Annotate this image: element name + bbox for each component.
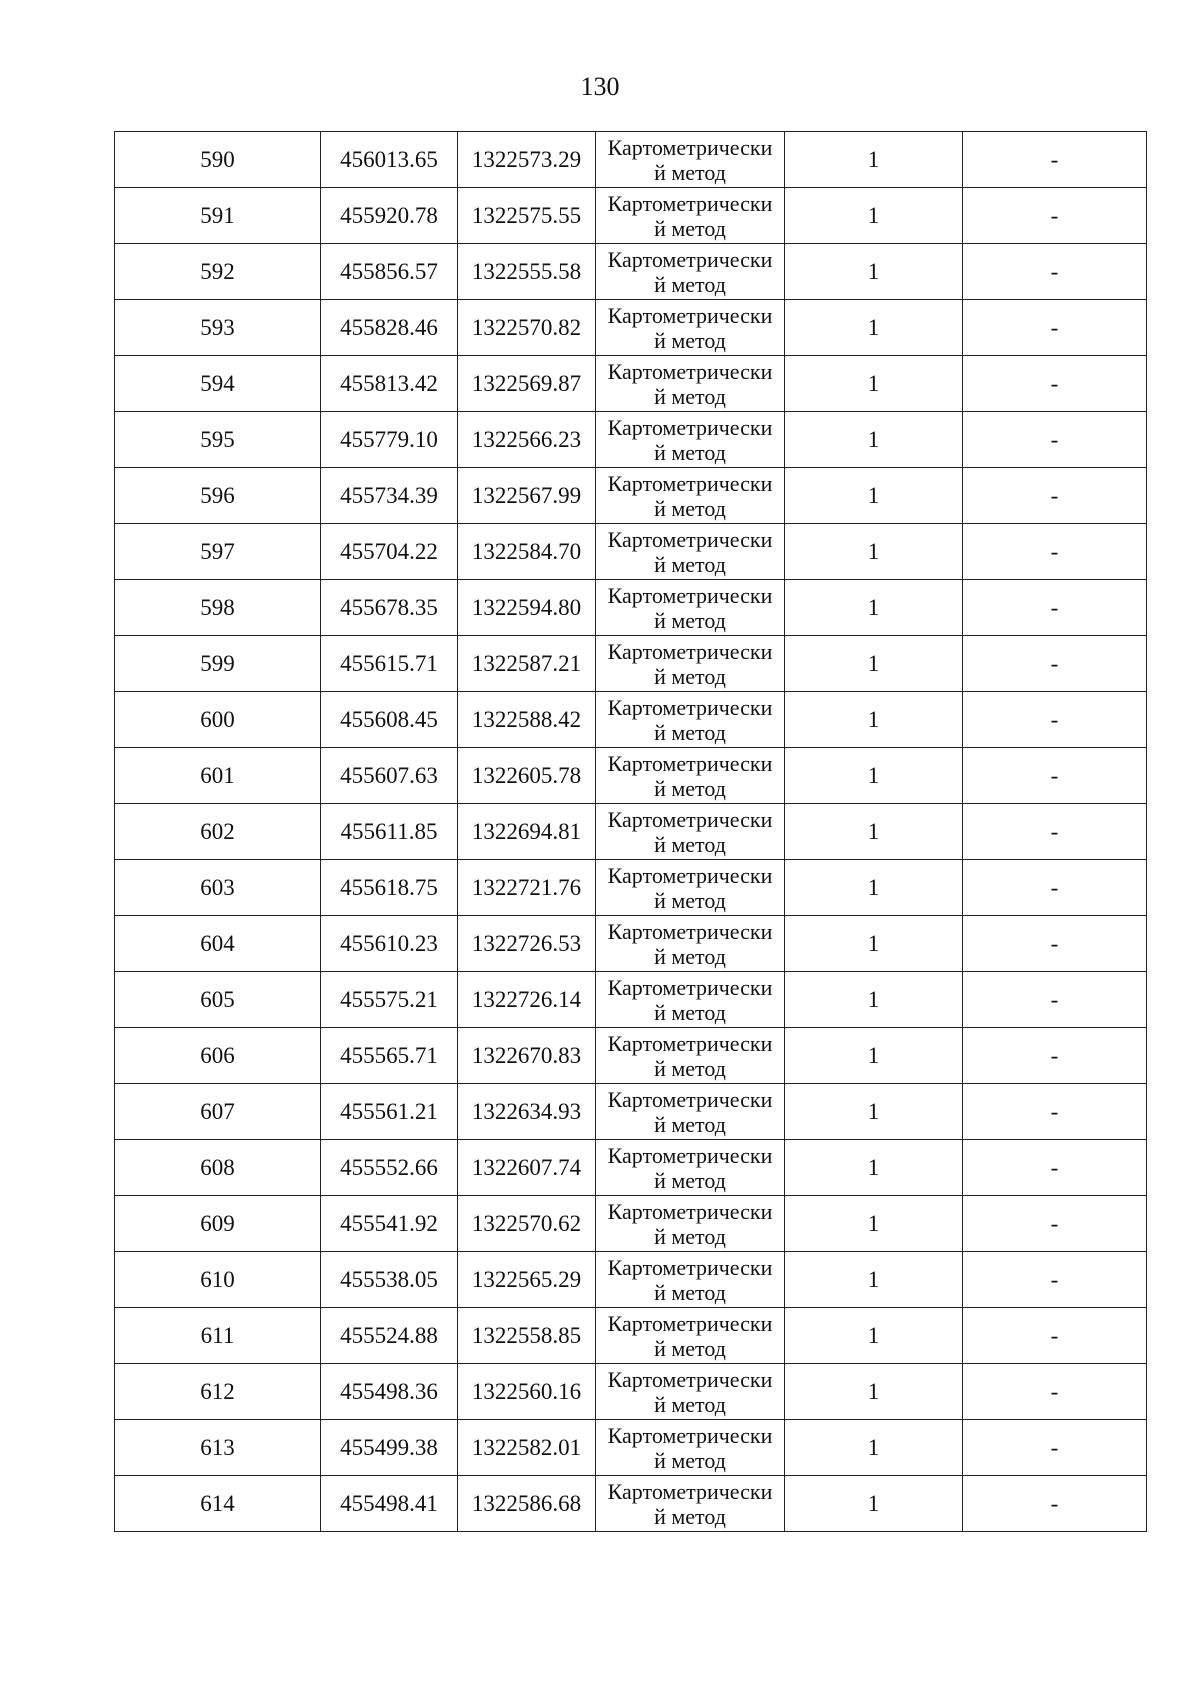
y-coordinate-cell: 1322566.23 <box>458 412 596 468</box>
method-cell <box>596 356 785 412</box>
method-line-2: й метод <box>654 1391 726 1417</box>
method-cell <box>596 1196 785 1252</box>
table-row <box>115 412 1147 468</box>
y-coordinate-cell: 1322588.42 <box>458 692 596 748</box>
x-coordinate-cell: 455678.35 <box>321 580 458 636</box>
accuracy-cell: 1 <box>785 132 963 188</box>
method-line-2: й метод <box>654 439 726 465</box>
method-cell <box>596 1420 785 1476</box>
table-row <box>115 300 1147 356</box>
table-body <box>115 132 1147 1532</box>
y-coordinate-cell: 1322582.01 <box>458 1420 596 1476</box>
note-cell: - <box>963 1196 1147 1252</box>
method-cell <box>596 1028 785 1084</box>
x-coordinate-cell: 455565.71 <box>321 1028 458 1084</box>
note-cell: - <box>963 132 1147 188</box>
x-coordinate-cell: 455541.92 <box>321 1196 458 1252</box>
x-coordinate-cell: 456013.65 <box>321 132 458 188</box>
method-line-2: й метод <box>654 1279 726 1305</box>
accuracy-cell: 1 <box>785 692 963 748</box>
note-cell: - <box>963 1308 1147 1364</box>
y-coordinate-cell: 1322570.62 <box>458 1196 596 1252</box>
x-coordinate-cell: 455734.39 <box>321 468 458 524</box>
accuracy-cell: 1 <box>785 1196 963 1252</box>
x-coordinate-cell: 455618.75 <box>321 860 458 916</box>
method-cell <box>596 636 785 692</box>
note-cell: - <box>963 1252 1147 1308</box>
accuracy-cell: 1 <box>785 188 963 244</box>
method-line-2: й метод <box>654 719 726 745</box>
method-line-1: Картометрически <box>607 918 773 944</box>
y-coordinate-cell: 1322605.78 <box>458 748 596 804</box>
method-cell <box>596 916 785 972</box>
y-coordinate-cell: 1322565.29 <box>458 1252 596 1308</box>
x-coordinate-cell: 455608.45 <box>321 692 458 748</box>
method-line-2: й метод <box>654 271 726 297</box>
method-line-1: Картометрически <box>607 526 773 552</box>
method-cell <box>596 580 785 636</box>
point-number-cell: 595 <box>115 412 321 468</box>
table-row <box>115 188 1147 244</box>
x-coordinate-cell: 455499.38 <box>321 1420 458 1476</box>
method-cell <box>596 188 785 244</box>
method-line-2: й метод <box>654 1503 726 1529</box>
x-coordinate-cell: 455610.23 <box>321 916 458 972</box>
method-line-2: й метод <box>654 831 726 857</box>
y-coordinate-cell: 1322569.87 <box>458 356 596 412</box>
method-line-1: Картометрически <box>607 1254 773 1280</box>
method-line-2: й метод <box>654 495 726 521</box>
table-row <box>115 1364 1147 1420</box>
method-line-2: й метод <box>654 607 726 633</box>
x-coordinate-cell: 455607.63 <box>321 748 458 804</box>
method-cell <box>596 412 785 468</box>
coordinates-table <box>114 131 1147 1532</box>
accuracy-cell: 1 <box>785 300 963 356</box>
accuracy-cell: 1 <box>785 1252 963 1308</box>
x-coordinate-cell: 455524.88 <box>321 1308 458 1364</box>
method-cell <box>596 972 785 1028</box>
note-cell: - <box>963 1476 1147 1532</box>
point-number-cell: 591 <box>115 188 321 244</box>
method-line-1: Картометрически <box>607 302 773 328</box>
y-coordinate-cell: 1322670.83 <box>458 1028 596 1084</box>
accuracy-cell: 1 <box>785 356 963 412</box>
x-coordinate-cell: 455704.22 <box>321 524 458 580</box>
method-line-1: Картометрически <box>607 1422 773 1448</box>
method-line-2: й метод <box>654 327 726 353</box>
method-line-2: й метод <box>654 943 726 969</box>
method-line-2: й метод <box>654 159 726 185</box>
table-row <box>115 692 1147 748</box>
point-number-cell: 611 <box>115 1308 321 1364</box>
table-row <box>115 1028 1147 1084</box>
accuracy-cell: 1 <box>785 972 963 1028</box>
point-number-cell: 602 <box>115 804 321 860</box>
table-row <box>115 1420 1147 1476</box>
method-line-1: Картометрически <box>607 750 773 776</box>
table-row <box>115 1252 1147 1308</box>
point-number-cell: 613 <box>115 1420 321 1476</box>
accuracy-cell: 1 <box>785 636 963 692</box>
method-cell <box>596 468 785 524</box>
point-number-cell: 594 <box>115 356 321 412</box>
point-number-cell: 600 <box>115 692 321 748</box>
note-cell: - <box>963 468 1147 524</box>
accuracy-cell: 1 <box>785 748 963 804</box>
x-coordinate-cell: 455575.21 <box>321 972 458 1028</box>
note-cell: - <box>963 916 1147 972</box>
note-cell: - <box>963 356 1147 412</box>
y-coordinate-cell: 1322560.16 <box>458 1364 596 1420</box>
point-number-cell: 599 <box>115 636 321 692</box>
note-cell: - <box>963 972 1147 1028</box>
table-row <box>115 1308 1147 1364</box>
method-line-1: Картометрически <box>607 1198 773 1224</box>
note-cell: - <box>963 1084 1147 1140</box>
point-number-cell: 598 <box>115 580 321 636</box>
point-number-cell: 604 <box>115 916 321 972</box>
method-line-2: й метод <box>654 1223 726 1249</box>
y-coordinate-cell: 1322726.53 <box>458 916 596 972</box>
note-cell: - <box>963 300 1147 356</box>
x-coordinate-cell: 455561.21 <box>321 1084 458 1140</box>
y-coordinate-cell: 1322584.70 <box>458 524 596 580</box>
point-number-cell: 592 <box>115 244 321 300</box>
accuracy-cell: 1 <box>785 860 963 916</box>
note-cell: - <box>963 1364 1147 1420</box>
accuracy-cell: 1 <box>785 1028 963 1084</box>
method-line-1: Картометрически <box>607 358 773 384</box>
method-cell <box>596 132 785 188</box>
x-coordinate-cell: 455552.66 <box>321 1140 458 1196</box>
method-cell <box>596 524 785 580</box>
y-coordinate-cell: 1322573.29 <box>458 132 596 188</box>
method-line-2: й метод <box>654 775 726 801</box>
y-coordinate-cell: 1322587.21 <box>458 636 596 692</box>
accuracy-cell: 1 <box>785 1140 963 1196</box>
x-coordinate-cell: 455813.42 <box>321 356 458 412</box>
point-number-cell: 597 <box>115 524 321 580</box>
method-cell <box>596 1308 785 1364</box>
note-cell: - <box>963 244 1147 300</box>
method-line-1: Картометрически <box>607 974 773 1000</box>
point-number-cell: 603 <box>115 860 321 916</box>
method-line-1: Картометрически <box>607 638 773 664</box>
point-number-cell: 596 <box>115 468 321 524</box>
method-line-2: й метод <box>654 1335 726 1361</box>
x-coordinate-cell: 455828.46 <box>321 300 458 356</box>
point-number-cell: 607 <box>115 1084 321 1140</box>
table-row <box>115 1476 1147 1532</box>
method-line-1: Картометрически <box>607 1366 773 1392</box>
table-row <box>115 804 1147 860</box>
method-line-1: Картометрически <box>607 862 773 888</box>
method-line-1: Картометрически <box>607 414 773 440</box>
method-line-1: Картометрически <box>607 1142 773 1168</box>
table-row <box>115 748 1147 804</box>
point-number-cell: 609 <box>115 1196 321 1252</box>
accuracy-cell: 1 <box>785 916 963 972</box>
x-coordinate-cell: 455498.36 <box>321 1364 458 1420</box>
point-number-cell: 601 <box>115 748 321 804</box>
note-cell: - <box>963 580 1147 636</box>
note-cell: - <box>963 188 1147 244</box>
method-line-1: Картометрически <box>607 806 773 832</box>
note-cell: - <box>963 1140 1147 1196</box>
accuracy-cell: 1 <box>785 1476 963 1532</box>
method-line-1: Картометрически <box>607 1030 773 1056</box>
method-line-2: й метод <box>654 551 726 577</box>
note-cell: - <box>963 804 1147 860</box>
x-coordinate-cell: 455856.57 <box>321 244 458 300</box>
y-coordinate-cell: 1322726.14 <box>458 972 596 1028</box>
x-coordinate-cell: 455538.05 <box>321 1252 458 1308</box>
method-line-1: Картометрически <box>607 582 773 608</box>
table-row <box>115 636 1147 692</box>
method-line-2: й метод <box>654 663 726 689</box>
x-coordinate-cell: 455498.41 <box>321 1476 458 1532</box>
point-number-cell: 614 <box>115 1476 321 1532</box>
method-line-1: Картометрически <box>607 694 773 720</box>
accuracy-cell: 1 <box>785 412 963 468</box>
table-row <box>115 860 1147 916</box>
method-cell <box>596 1252 785 1308</box>
table-row <box>115 356 1147 412</box>
x-coordinate-cell: 455920.78 <box>321 188 458 244</box>
method-line-1: Картометрически <box>607 1478 773 1504</box>
method-line-2: й метод <box>654 215 726 241</box>
method-line-1: Картометрически <box>607 470 773 496</box>
y-coordinate-cell: 1322721.76 <box>458 860 596 916</box>
method-cell <box>596 1140 785 1196</box>
method-cell <box>596 860 785 916</box>
method-line-2: й метод <box>654 1055 726 1081</box>
method-line-2: й метод <box>654 999 726 1025</box>
method-cell <box>596 300 785 356</box>
x-coordinate-cell: 455779.10 <box>321 412 458 468</box>
y-coordinate-cell: 1322567.99 <box>458 468 596 524</box>
note-cell: - <box>963 412 1147 468</box>
note-cell: - <box>963 860 1147 916</box>
method-line-2: й метод <box>654 1111 726 1137</box>
table-row <box>115 916 1147 972</box>
note-cell: - <box>963 692 1147 748</box>
point-number-cell: 610 <box>115 1252 321 1308</box>
method-line-2: й метод <box>654 1167 726 1193</box>
point-number-cell: 612 <box>115 1364 321 1420</box>
y-coordinate-cell: 1322594.80 <box>458 580 596 636</box>
table-row <box>115 1140 1147 1196</box>
table-row <box>115 468 1147 524</box>
method-cell <box>596 1364 785 1420</box>
y-coordinate-cell: 1322694.81 <box>458 804 596 860</box>
accuracy-cell: 1 <box>785 580 963 636</box>
accuracy-cell: 1 <box>785 804 963 860</box>
note-cell: - <box>963 524 1147 580</box>
method-cell <box>596 804 785 860</box>
method-cell <box>596 1084 785 1140</box>
y-coordinate-cell: 1322570.82 <box>458 300 596 356</box>
method-line-2: й метод <box>654 887 726 913</box>
table-row <box>115 580 1147 636</box>
accuracy-cell: 1 <box>785 244 963 300</box>
method-line-1: Картометрически <box>607 1310 773 1336</box>
method-cell <box>596 1476 785 1532</box>
table-row <box>115 244 1147 300</box>
note-cell: - <box>963 1028 1147 1084</box>
method-cell <box>596 692 785 748</box>
table-row <box>115 524 1147 580</box>
table-row <box>115 1084 1147 1140</box>
y-coordinate-cell: 1322634.93 <box>458 1084 596 1140</box>
method-line-1: Картометрически <box>607 134 773 160</box>
accuracy-cell: 1 <box>785 468 963 524</box>
y-coordinate-cell: 1322558.85 <box>458 1308 596 1364</box>
point-number-cell: 606 <box>115 1028 321 1084</box>
method-line-2: й метод <box>654 383 726 409</box>
x-coordinate-cell: 455611.85 <box>321 804 458 860</box>
y-coordinate-cell: 1322555.58 <box>458 244 596 300</box>
note-cell: - <box>963 636 1147 692</box>
note-cell: - <box>963 748 1147 804</box>
accuracy-cell: 1 <box>785 1084 963 1140</box>
method-cell <box>596 244 785 300</box>
accuracy-cell: 1 <box>785 524 963 580</box>
table-row <box>115 1196 1147 1252</box>
accuracy-cell: 1 <box>785 1420 963 1476</box>
method-line-1: Картометрически <box>607 246 773 272</box>
point-number-cell: 590 <box>115 132 321 188</box>
table-row <box>115 972 1147 1028</box>
y-coordinate-cell: 1322575.55 <box>458 188 596 244</box>
point-number-cell: 605 <box>115 972 321 1028</box>
accuracy-cell: 1 <box>785 1308 963 1364</box>
method-line-1: Картометрически <box>607 1086 773 1112</box>
point-number-cell: 608 <box>115 1140 321 1196</box>
method-cell <box>596 748 785 804</box>
method-line-1: Картометрически <box>607 190 773 216</box>
page-number: 130 <box>580 72 620 101</box>
x-coordinate-cell: 455615.71 <box>321 636 458 692</box>
y-coordinate-cell: 1322607.74 <box>458 1140 596 1196</box>
point-number-cell: 593 <box>115 300 321 356</box>
y-coordinate-cell: 1322586.68 <box>458 1476 596 1532</box>
accuracy-cell: 1 <box>785 1364 963 1420</box>
method-line-2: й метод <box>654 1447 726 1473</box>
note-cell: - <box>963 1420 1147 1476</box>
table-row <box>115 132 1147 188</box>
